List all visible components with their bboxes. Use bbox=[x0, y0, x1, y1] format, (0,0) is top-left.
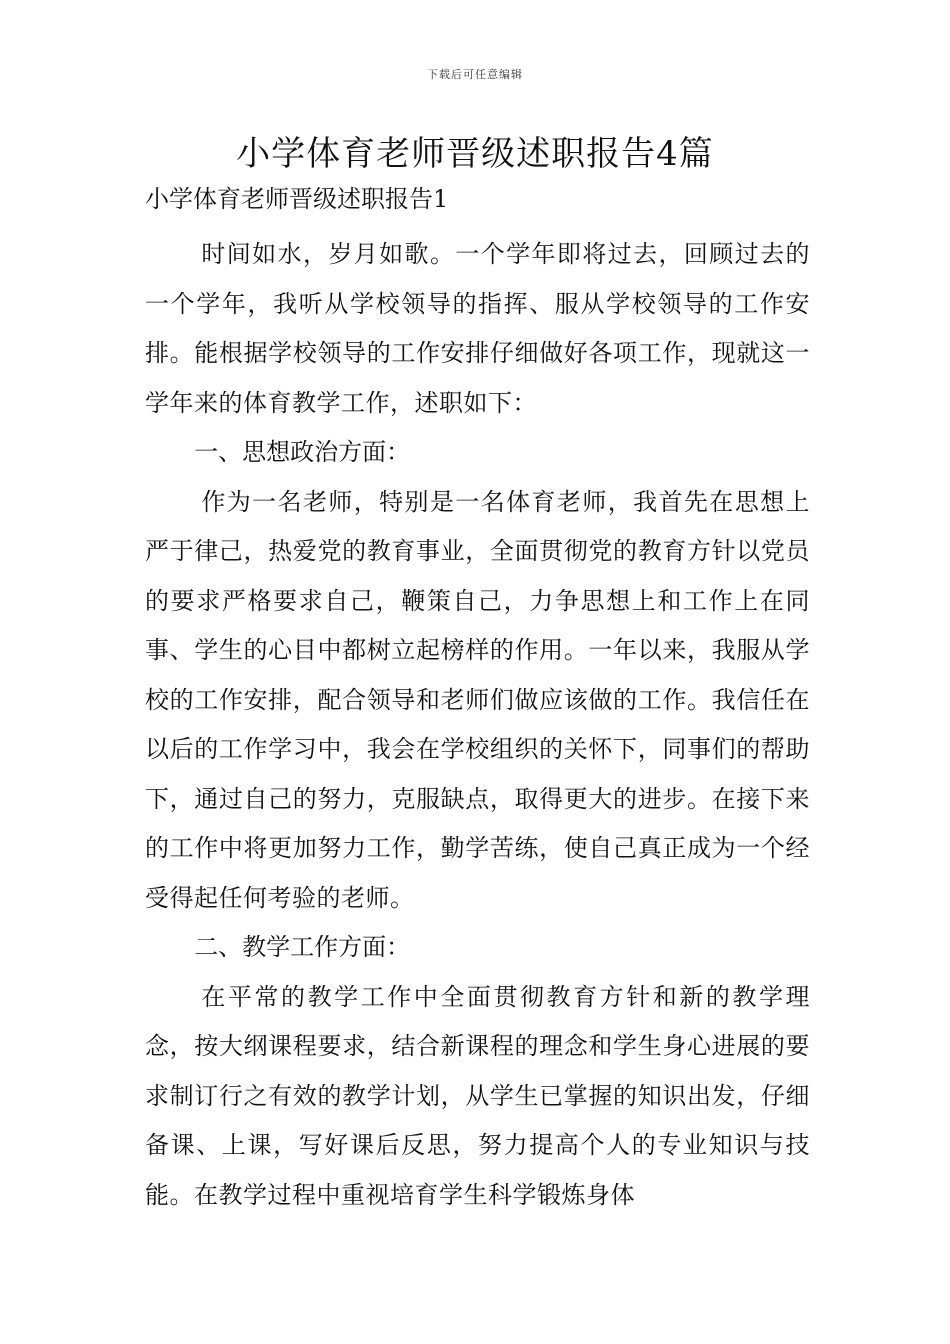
body-text bbox=[145, 230, 810, 1220]
section-subtitle: 小学体育老师晋级述职报告1 bbox=[145, 185, 449, 213]
paragraph-intro: 时间如水，岁月如歌。一个学年即将过去，回顾过去的一个学年，我听从学校领导的指挥、服从学校领导的工作安排。能根据学校领导的工作安排仔细做好各项工作，现就这一学年来的体育教学工作，述职如下： bbox=[145, 240, 810, 417]
paragraph-teaching: 在平常的教学工作中全面贯彻教育方针和新的教学理念，按大纲课程要求，结合新课程的理念和学生身心进展的要求制订行之有效的教学计划，从学生已掌握的知识出发，仔细备课、上课，写好课后反思，努力提高个人的专业知识与技能。在教学过程中重视培育学生科学锻炼身体 bbox=[145, 982, 810, 1209]
document-title: 小学体育老师晋级述职报告4篇 bbox=[236, 134, 714, 174]
header-note: 下载后可任意编辑 bbox=[427, 68, 523, 81]
paragraph-ideology: 作为一名老师，特别是一名体育老师，我首先在思想上严于律己，热爱党的教育事业，全面贯彻党的教育方针以党员的要求严格要求自己，鞭策自己，力争思想上和工作上在同事、学生的心目中都树立起榜样的作用。一年以来，我服从学校的工作安排，配合领导和老师们做应该做的工作。我信任在以后的工作学习中，我会在学校组织的关怀下，同事们的帮助下，通过自己的努力，克服缺点，取得更大的进步。在接下来的工作中将更加努力工作，勤学苦练，使自己真正成为一个经受得起任何考验的老师。 bbox=[145, 487, 810, 912]
heading-teaching: 二、教学工作方面： bbox=[194, 933, 411, 961]
heading-ideology: 一、思想政治方面： bbox=[194, 438, 411, 466]
